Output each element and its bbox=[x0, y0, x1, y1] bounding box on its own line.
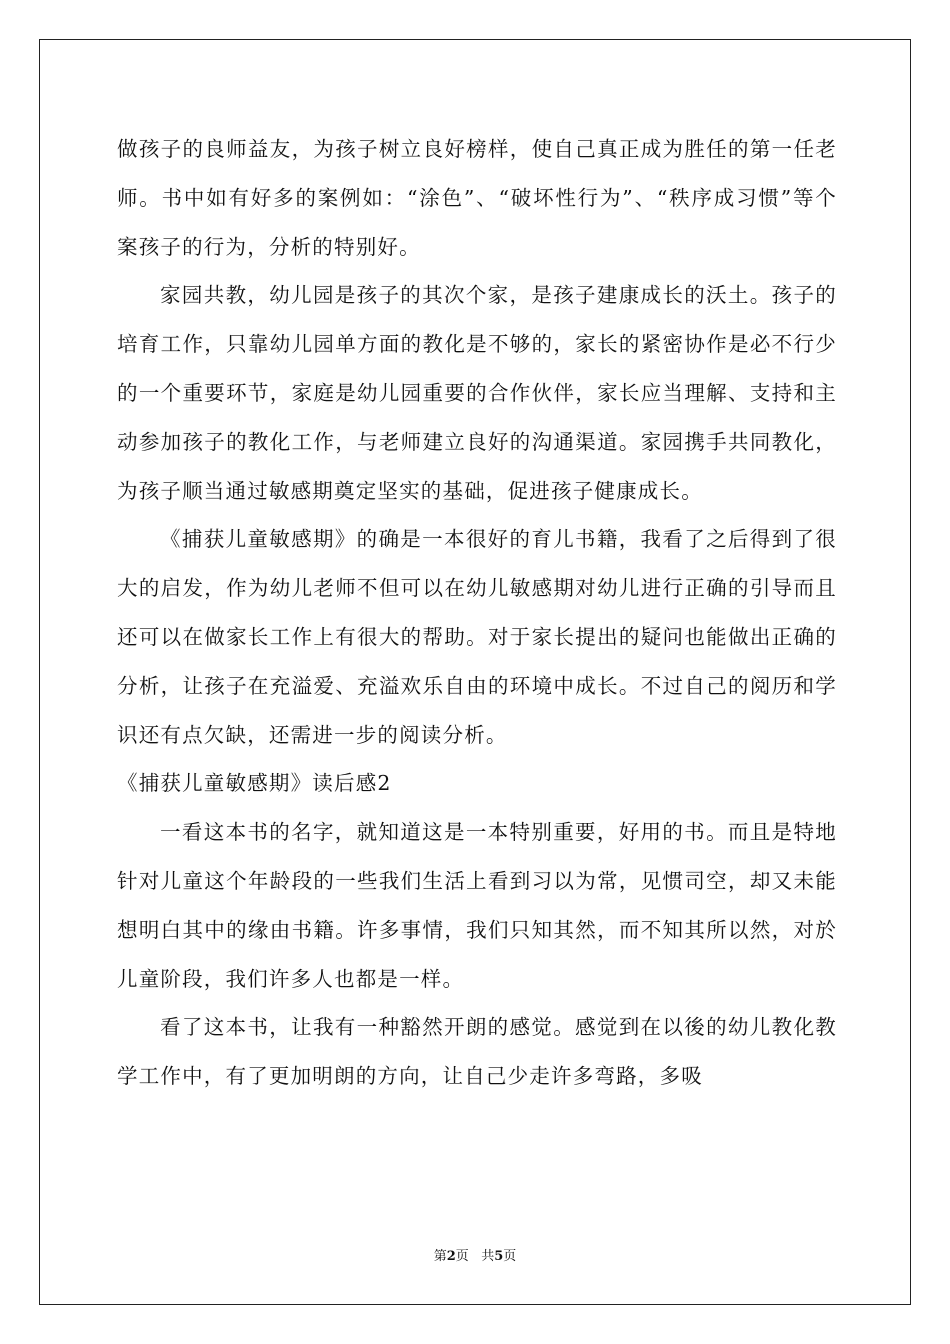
total-suffix: 页 bbox=[503, 1249, 517, 1264]
paragraph-4: 一看这本书的名字，就知道这是一本特别重要，好用的书。而且是特地针对儿童这个年龄段的一些我们生活上看到习以为常，见惯司空，却又未能想明白其中的缘由书籍。许多事情，我们只知其然，而不知其所以然，对於儿童阶段，我们许多人也都是一样。 bbox=[117, 820, 837, 991]
page-footer bbox=[0, 1245, 950, 1264]
document-body bbox=[117, 125, 837, 1101]
total-pages-number: 5 bbox=[494, 1249, 504, 1264]
total-prefix: 共 bbox=[481, 1249, 495, 1264]
section-heading: 《捕获儿童敏感期》读后感2 bbox=[117, 771, 392, 796]
paragraph-2: 家园共教，幼儿园是孩子的其次个家，是孩子建康成长的沃土。孩子的培育工作，只靠幼儿园单方面的教化是不够的，家长的紧密协作是必不行少的一个重要环节，家庭是幼儿园重要的合作伙伴，家长应当理解、支持和主动参加孩子的教化工作，与老师建立良好的沟通渠道。家园携手共同教化，为孩子顺当通过敏感期奠定坚实的基础，促进孩子健康成长。 bbox=[117, 283, 837, 503]
page-suffix: 页 bbox=[455, 1249, 469, 1264]
paragraph-5: 看了这本书，让我有一种豁然开朗的感觉。感觉到在以後的幼儿教化教学工作中，有了更加明朗的方向，让自己少走许多弯路，多吸 bbox=[117, 1015, 837, 1089]
paragraph-3: 《捕获儿童敏感期》的确是一本很好的育儿书籍，我看了之后得到了很大的启发，作为幼儿老师不但可以在幼儿敏感期对幼儿进行正确的引导而且还可以在做家长工作上有很大的帮助。对于家长提出的疑问也能做出正确的分析，让孩子在充溢爱、充溢欢乐自由的环境中成长。不过自己的阅历和学识还有点欠缺，还需进一步的阅读分析。 bbox=[117, 527, 837, 747]
page-prefix: 第 bbox=[433, 1249, 447, 1264]
current-page-number: 2 bbox=[446, 1249, 456, 1264]
paragraph-1: 做孩子的良师益友，为孩子树立良好榜样，使自己真正成为胜任的第一任老师。书中如有好多的案例如：“涂色”、“破坏性行为”、“秩序成习惯”等个案孩子的行为，分析的特别好。 bbox=[117, 137, 837, 259]
